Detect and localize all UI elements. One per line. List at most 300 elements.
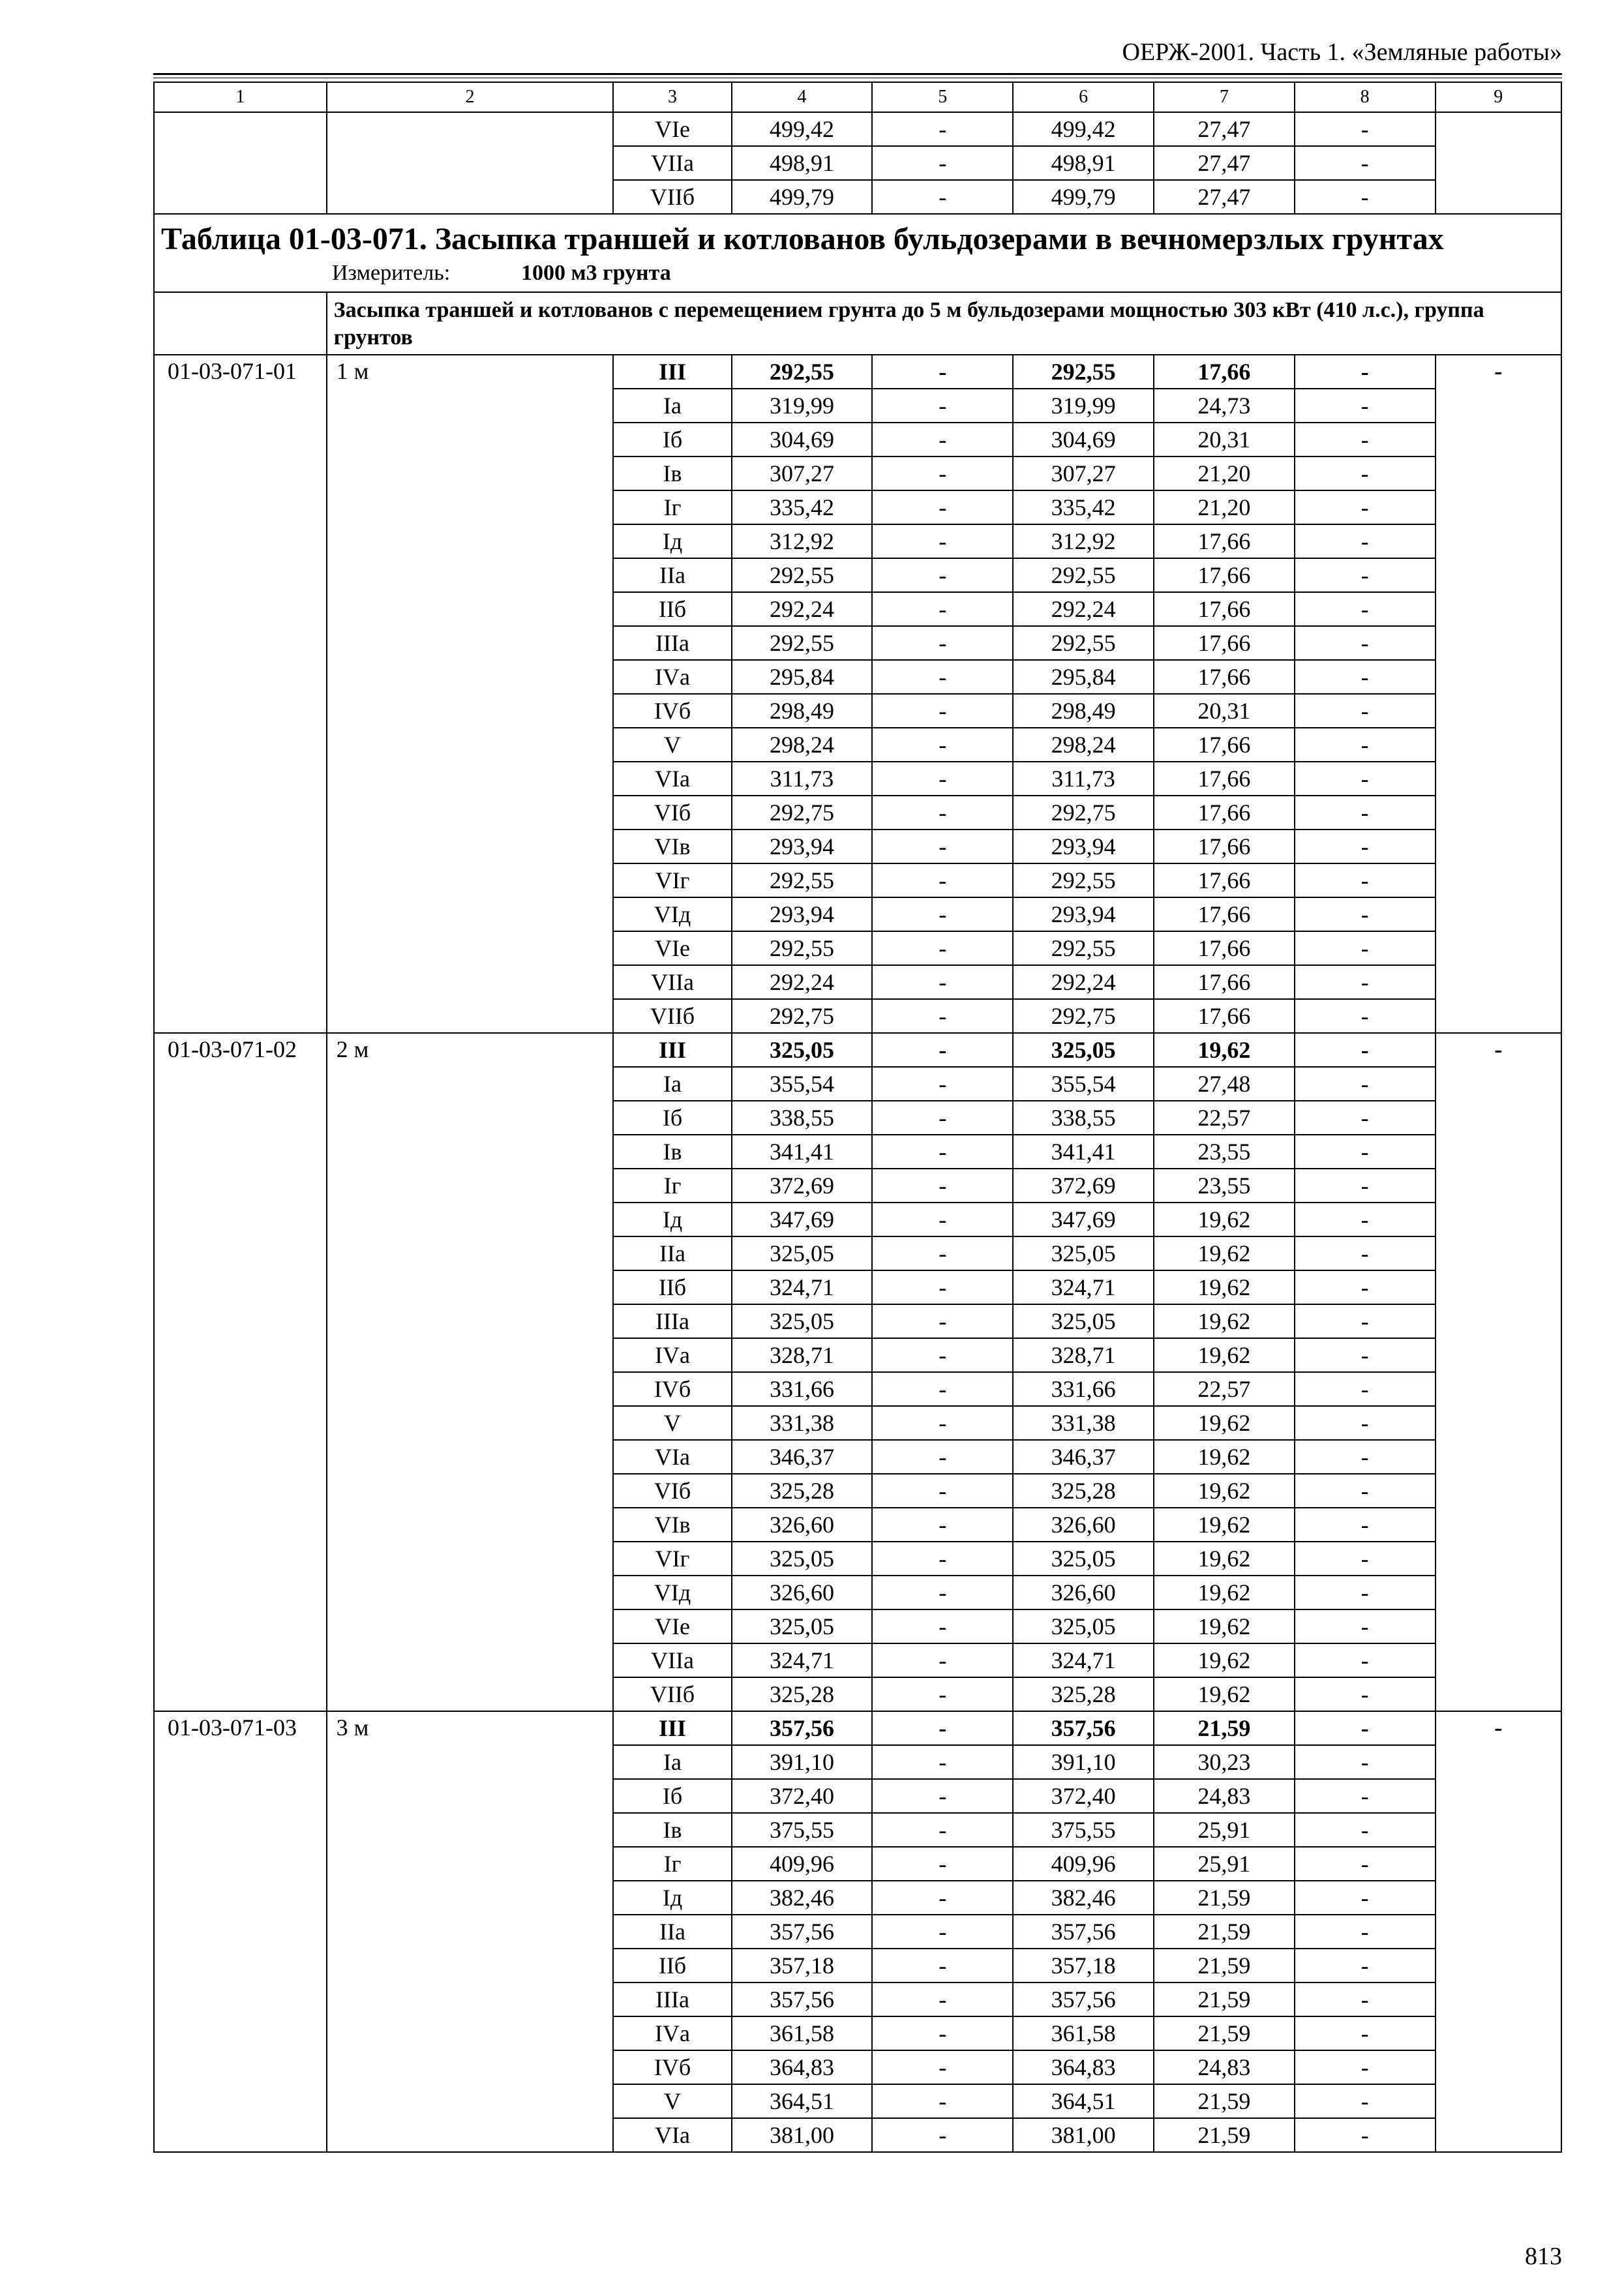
soil-group-cell: Iб: [613, 1101, 731, 1135]
value-cell-c8: -: [1295, 897, 1436, 931]
soil-group-cell: IIIа: [613, 1982, 731, 2016]
value-cell-c4: 341,41: [732, 1135, 873, 1169]
soil-group-cell: IIа: [613, 1915, 731, 1949]
value-cell-c5: -: [872, 2016, 1013, 2050]
column-number: 1: [154, 82, 327, 112]
value-cell-c6: 293,94: [1013, 830, 1154, 863]
soil-group-cell: VIд: [613, 897, 731, 931]
value-cell-c6: 326,60: [1013, 1508, 1154, 1542]
value-cell-c4: 381,00: [732, 2118, 873, 2152]
value-cell-c5: -: [872, 694, 1013, 728]
value-cell-c4: 335,42: [732, 490, 873, 524]
value-cell-c8: -: [1295, 2084, 1436, 2118]
value-cell-c6: 331,38: [1013, 1406, 1154, 1440]
page-number: 813: [1525, 2243, 1562, 2270]
value-cell-c5: -: [872, 728, 1013, 762]
meter-line: [161, 259, 1554, 288]
soil-group-cell: Iг: [613, 1847, 731, 1881]
value-cell-c4: 293,94: [732, 830, 873, 863]
soil-group-cell: VIв: [613, 1508, 731, 1542]
value-cell-c5: -: [872, 1372, 1013, 1406]
value-cell-c8: -: [1295, 490, 1436, 524]
value-cell-c4: 331,66: [732, 1372, 873, 1406]
value-cell-c4: 324,71: [732, 1643, 873, 1677]
value-cell-c7: 22,57: [1154, 1372, 1295, 1406]
value-cell-c5: -: [872, 490, 1013, 524]
description-row: [154, 292, 1561, 355]
value-cell-c6: 325,05: [1013, 1609, 1154, 1643]
value-cell-c8: -: [1295, 2050, 1436, 2084]
value-cell-c4: 357,56: [732, 1915, 873, 1949]
value-cell-c8: -: [1295, 456, 1436, 490]
value-cell-c7: 19,62: [1154, 1270, 1295, 1304]
soil-group-cell: Iб: [613, 1779, 731, 1813]
value-cell-c4: 338,55: [732, 1101, 873, 1135]
value-cell-c5: -: [872, 830, 1013, 863]
value-cell-c6: 357,56: [1013, 1982, 1154, 2016]
soil-group-cell: Iг: [613, 1169, 731, 1203]
value-cell-c4: 292,55: [732, 626, 873, 660]
column-number: 9: [1436, 82, 1561, 112]
header-rule-thick: [153, 73, 1562, 75]
value-cell-c4: 382,46: [732, 1881, 873, 1915]
page-header: ОЕРЖ-2001. Часть 1. «Земляные работы»: [1122, 38, 1562, 66]
value-cell-c6: 324,71: [1013, 1270, 1154, 1304]
soil-group-cell: VIе: [613, 112, 731, 146]
value-cell-c8: -: [1295, 1745, 1436, 1779]
value-cell-c7: 17,66: [1154, 965, 1295, 999]
table-row: [154, 355, 1561, 389]
column-number: 2: [327, 82, 614, 112]
value-cell-c6: 357,56: [1013, 1711, 1154, 1745]
column-number: 7: [1154, 82, 1295, 112]
value-cell-c4: 328,71: [732, 1338, 873, 1372]
value-cell-c7: 27,48: [1154, 1067, 1295, 1101]
rates-table: [153, 82, 1562, 2153]
value-cell-c5: -: [872, 558, 1013, 592]
value-cell-c6: 325,28: [1013, 1677, 1154, 1711]
soil-group-cell: VIб: [613, 1474, 731, 1508]
value-cell-c8: -: [1295, 1101, 1436, 1135]
value-cell-c6: 338,55: [1013, 1101, 1154, 1135]
value-cell-c8: -: [1295, 1304, 1436, 1338]
value-cell-c4: 391,10: [732, 1745, 873, 1779]
soil-group-cell: III: [613, 355, 731, 389]
column-number: 8: [1295, 82, 1436, 112]
value-cell-c5: -: [872, 897, 1013, 931]
value-cell-c8: -: [1295, 1542, 1436, 1576]
value-cell-c5: -: [872, 1236, 1013, 1270]
rate-code: 01-03-071-02: [154, 1033, 327, 1711]
value-cell-c8: -: [1295, 2118, 1436, 2152]
soil-group-cell: VIIа: [613, 965, 731, 999]
value-cell-c4: 292,24: [732, 965, 873, 999]
value-cell-c4: 357,56: [732, 1982, 873, 2016]
value-cell-c7: 20,31: [1154, 694, 1295, 728]
value-cell-c7: 17,66: [1154, 355, 1295, 389]
value-cell-c4: 292,24: [732, 592, 873, 626]
soil-group-cell: IIIа: [613, 626, 731, 660]
value-cell-c5: -: [872, 999, 1013, 1033]
value-cell-c8: -: [1295, 524, 1436, 558]
value-cell-c7: 23,55: [1154, 1135, 1295, 1169]
value-cell-c5: -: [872, 796, 1013, 830]
value-cell-c8: -: [1295, 1949, 1436, 1982]
value-cell-c6: 292,75: [1013, 999, 1154, 1033]
soil-group-cell: VIг: [613, 863, 731, 897]
soil-group-cell: VIIб: [613, 999, 731, 1033]
value-cell-c4: 311,73: [732, 762, 873, 796]
value-cell-c4: 347,69: [732, 1203, 873, 1236]
value-cell-c5: -: [872, 1508, 1013, 1542]
value-cell-c6: 347,69: [1013, 1203, 1154, 1236]
soil-group-cell: Iв: [613, 456, 731, 490]
value-cell-c7: 21,20: [1154, 456, 1295, 490]
value-cell-c8: -: [1295, 728, 1436, 762]
value-cell-c4: 325,05: [732, 1304, 873, 1338]
value-cell-c5: -: [872, 112, 1013, 146]
depth-param: 2 м: [327, 1033, 614, 1711]
value-cell-c4: 292,55: [732, 558, 873, 592]
value-cell-c6: 325,28: [1013, 1474, 1154, 1508]
value-cell-c4: 372,40: [732, 1779, 873, 1813]
value-cell-c6: 307,27: [1013, 456, 1154, 490]
value-cell-c4: 325,05: [732, 1609, 873, 1643]
soil-group-cell: VIе: [613, 931, 731, 965]
value-cell-c6: 311,73: [1013, 762, 1154, 796]
value-cell-c6: 357,18: [1013, 1949, 1154, 1982]
value-cell-c6: 292,55: [1013, 863, 1154, 897]
value-cell-c6: 375,55: [1013, 1813, 1154, 1847]
value-cell-c8: -: [1295, 1203, 1436, 1236]
value-cell-c5: -: [872, 1067, 1013, 1101]
value-cell-c4: 499,42: [732, 112, 873, 146]
rate-code: 01-03-071-01: [154, 355, 327, 1033]
value-cell-c6: 364,83: [1013, 2050, 1154, 2084]
value-cell-c5: -: [872, 524, 1013, 558]
value-cell-c5: -: [872, 1643, 1013, 1677]
soil-group-cell: IVб: [613, 1372, 731, 1406]
value-cell-c6: 391,10: [1013, 1745, 1154, 1779]
value-cell-c4: 304,69: [732, 423, 873, 456]
value-cell-c7: 17,66: [1154, 660, 1295, 694]
value-cell-c8: -: [1295, 1677, 1436, 1711]
value-cell-c8: -: [1295, 355, 1436, 389]
value-cell-c5: -: [872, 1982, 1013, 2016]
value-cell-c6: 325,05: [1013, 1236, 1154, 1270]
soil-group-cell: VIIб: [613, 180, 731, 214]
value-cell-c7: 19,62: [1154, 1508, 1295, 1542]
col9-value: -: [1436, 355, 1561, 1033]
value-cell-c7: 30,23: [1154, 1745, 1295, 1779]
value-cell-c6: 355,54: [1013, 1067, 1154, 1101]
value-cell-c8: -: [1295, 112, 1436, 146]
value-cell-c5: -: [872, 1813, 1013, 1847]
value-cell-c4: 375,55: [732, 1813, 873, 1847]
work-description: Засыпка траншей и котлованов с перемещением грунта до 5 м бульдозерами мощностью 303 кВт (410 л.с.), группа грунтов: [327, 292, 1561, 355]
value-cell-c5: -: [872, 592, 1013, 626]
value-cell-c6: 292,55: [1013, 355, 1154, 389]
value-cell-c7: 17,66: [1154, 830, 1295, 863]
value-cell-c6: 298,49: [1013, 694, 1154, 728]
depth-param: 1 м: [327, 355, 614, 1033]
soil-group-cell: VIе: [613, 1609, 731, 1643]
value-cell-c6: 361,58: [1013, 2016, 1154, 2050]
value-cell-c5: -: [872, 1304, 1013, 1338]
value-cell-c5: -: [872, 1440, 1013, 1474]
value-cell-c8: -: [1295, 146, 1436, 180]
soil-group-cell: Iд: [613, 524, 731, 558]
soil-group-cell: Iб: [613, 423, 731, 456]
value-cell-c4: 372,69: [732, 1169, 873, 1203]
col9-value: -: [1436, 1711, 1561, 2152]
value-cell-c6: 381,00: [1013, 2118, 1154, 2152]
value-cell-c7: 19,62: [1154, 1203, 1295, 1236]
value-cell-c8: -: [1295, 1372, 1436, 1406]
value-cell-c6: 324,71: [1013, 1643, 1154, 1677]
soil-group-cell: V: [613, 1406, 731, 1440]
table-title: Таблица 01-03-071. Засыпка траншей и котлованов бульдозерами в вечномерзлых грунтах: [161, 222, 1444, 256]
value-cell-c8: -: [1295, 423, 1436, 456]
value-cell-c7: 17,66: [1154, 524, 1295, 558]
meter-value: 1000 м3 грунта: [521, 261, 671, 285]
value-cell-c6: 364,51: [1013, 2084, 1154, 2118]
value-cell-c7: 19,62: [1154, 1677, 1295, 1711]
soil-group-cell: IIб: [613, 592, 731, 626]
value-cell-c7: 24,83: [1154, 2050, 1295, 2084]
value-cell-c8: -: [1295, 1236, 1436, 1270]
value-cell-c5: -: [872, 1949, 1013, 1982]
value-cell-c5: -: [872, 423, 1013, 456]
column-number: 6: [1013, 82, 1154, 112]
value-cell-c7: 19,62: [1154, 1033, 1295, 1067]
col9-cell: [1436, 112, 1561, 214]
value-cell-c4: 298,24: [732, 728, 873, 762]
value-cell-c7: 19,62: [1154, 1236, 1295, 1270]
value-cell-c6: 346,37: [1013, 1440, 1154, 1474]
table-row: [154, 1711, 1561, 1745]
soil-group-cell: Iв: [613, 1813, 731, 1847]
value-cell-c4: 307,27: [732, 456, 873, 490]
value-cell-c8: -: [1295, 999, 1436, 1033]
value-cell-c5: -: [872, 355, 1013, 389]
value-cell-c6: 292,55: [1013, 558, 1154, 592]
table-body: [154, 82, 1561, 2152]
soil-group-cell: VIIа: [613, 1643, 731, 1677]
value-cell-c8: -: [1295, 1982, 1436, 2016]
rate-code: 01-03-071-03: [154, 1711, 327, 2152]
column-number: 4: [732, 82, 873, 112]
value-cell-c5: -: [872, 762, 1013, 796]
value-cell-c4: 355,54: [732, 1067, 873, 1101]
value-cell-c4: 357,18: [732, 1949, 873, 1982]
value-cell-c5: -: [872, 1270, 1013, 1304]
soil-group-cell: III: [613, 1711, 731, 1745]
value-cell-c5: -: [872, 1779, 1013, 1813]
value-cell-c7: 22,57: [1154, 1101, 1295, 1135]
value-cell-c8: -: [1295, 2016, 1436, 2050]
value-cell-c7: 21,59: [1154, 2118, 1295, 2152]
value-cell-c7: 17,66: [1154, 592, 1295, 626]
value-cell-c4: 324,71: [732, 1270, 873, 1304]
value-cell-c4: 326,60: [732, 1576, 873, 1609]
value-cell-c5: -: [872, 146, 1013, 180]
value-cell-c8: -: [1295, 1338, 1436, 1372]
value-cell-c7: 19,62: [1154, 1643, 1295, 1677]
value-cell-c6: 298,24: [1013, 728, 1154, 762]
value-cell-c4: 292,55: [732, 355, 873, 389]
value-cell-c5: -: [872, 1169, 1013, 1203]
value-cell-c4: 293,94: [732, 897, 873, 931]
soil-group-cell: V: [613, 2084, 731, 2118]
value-cell-c7: 19,62: [1154, 1440, 1295, 1474]
soil-group-cell: VIа: [613, 2118, 731, 2152]
value-cell-c8: -: [1295, 1813, 1436, 1847]
value-cell-c7: 21,59: [1154, 2084, 1295, 2118]
value-cell-c7: 17,66: [1154, 897, 1295, 931]
soil-group-cell: VIIа: [613, 146, 731, 180]
value-cell-c7: 17,66: [1154, 999, 1295, 1033]
value-cell-c7: 19,62: [1154, 1304, 1295, 1338]
value-cell-c4: 292,75: [732, 999, 873, 1033]
value-cell-c5: -: [872, 1542, 1013, 1576]
value-cell-c5: -: [872, 456, 1013, 490]
soil-group-cell: Iг: [613, 490, 731, 524]
value-cell-c5: -: [872, 1135, 1013, 1169]
value-cell-c6: 325,05: [1013, 1304, 1154, 1338]
value-cell-c8: -: [1295, 1643, 1436, 1677]
value-cell-c8: -: [1295, 592, 1436, 626]
value-cell-c5: -: [872, 2050, 1013, 2084]
value-cell-c4: 292,75: [732, 796, 873, 830]
value-cell-c6: 292,55: [1013, 931, 1154, 965]
soil-group-cell: VIб: [613, 796, 731, 830]
value-cell-c6: 382,46: [1013, 1881, 1154, 1915]
param-cell: [327, 112, 614, 214]
value-cell-c8: -: [1295, 1135, 1436, 1169]
value-cell-c4: 325,05: [732, 1236, 873, 1270]
value-cell-c8: -: [1295, 1711, 1436, 1745]
value-cell-c8: -: [1295, 965, 1436, 999]
value-cell-c4: 364,83: [732, 2050, 873, 2084]
value-cell-c5: -: [872, 1847, 1013, 1881]
value-cell-c5: -: [872, 2118, 1013, 2152]
value-cell-c4: 361,58: [732, 2016, 873, 2050]
value-cell-c4: 331,38: [732, 1406, 873, 1440]
value-cell-c8: -: [1295, 660, 1436, 694]
value-cell-c8: -: [1295, 1779, 1436, 1813]
value-cell-c5: -: [872, 1915, 1013, 1949]
code-cell: [154, 112, 327, 214]
value-cell-c8: -: [1295, 796, 1436, 830]
value-cell-c7: 19,62: [1154, 1338, 1295, 1372]
value-cell-c8: -: [1295, 863, 1436, 897]
value-cell-c6: 304,69: [1013, 423, 1154, 456]
soil-group-cell: IIа: [613, 1236, 731, 1270]
soil-group-cell: IIа: [613, 558, 731, 592]
value-cell-c7: 17,66: [1154, 558, 1295, 592]
value-cell-c4: 312,92: [732, 524, 873, 558]
value-cell-c8: -: [1295, 1508, 1436, 1542]
value-cell-c5: -: [872, 1677, 1013, 1711]
value-cell-c8: -: [1295, 1270, 1436, 1304]
value-cell-c4: 319,99: [732, 389, 873, 423]
value-cell-c7: 25,91: [1154, 1813, 1295, 1847]
soil-group-cell: VIд: [613, 1576, 731, 1609]
value-cell-c6: 372,69: [1013, 1169, 1154, 1203]
value-cell-c4: 325,28: [732, 1677, 873, 1711]
value-cell-c8: -: [1295, 1881, 1436, 1915]
value-cell-c6: 325,05: [1013, 1033, 1154, 1067]
soil-group-cell: V: [613, 728, 731, 762]
column-number: 5: [872, 82, 1013, 112]
value-cell-c8: -: [1295, 558, 1436, 592]
value-cell-c5: -: [872, 389, 1013, 423]
value-cell-c7: 27,47: [1154, 112, 1295, 146]
value-cell-c7: 17,66: [1154, 796, 1295, 830]
table-title-row: [154, 214, 1561, 292]
value-cell-c8: -: [1295, 1847, 1436, 1881]
value-cell-c7: 17,66: [1154, 931, 1295, 965]
value-cell-c7: 21,59: [1154, 1982, 1295, 2016]
value-cell-c7: 21,59: [1154, 2016, 1295, 2050]
value-cell-c5: -: [872, 1338, 1013, 1372]
value-cell-c6: 335,42: [1013, 490, 1154, 524]
value-cell-c6: 341,41: [1013, 1135, 1154, 1169]
value-cell-c7: 17,66: [1154, 863, 1295, 897]
col9-value: -: [1436, 1033, 1561, 1711]
value-cell-c5: -: [872, 1406, 1013, 1440]
value-cell-c7: 24,73: [1154, 389, 1295, 423]
soil-group-cell: VIв: [613, 830, 731, 863]
soil-group-cell: VIа: [613, 762, 731, 796]
depth-param: 3 м: [327, 1711, 614, 2152]
value-cell-c4: 295,84: [732, 660, 873, 694]
value-cell-c5: -: [872, 1033, 1013, 1067]
soil-group-cell: Iд: [613, 1203, 731, 1236]
value-cell-c6: 499,79: [1013, 180, 1154, 214]
value-cell-c4: 298,49: [732, 694, 873, 728]
value-cell-c6: 292,24: [1013, 592, 1154, 626]
value-cell-c7: 19,62: [1154, 1542, 1295, 1576]
value-cell-c8: -: [1295, 1440, 1436, 1474]
value-cell-c8: -: [1295, 180, 1436, 214]
value-cell-c4: 325,05: [732, 1542, 873, 1576]
value-cell-c5: -: [872, 180, 1013, 214]
value-cell-c4: 499,79: [732, 180, 873, 214]
value-cell-c5: -: [872, 863, 1013, 897]
soil-group-cell: Iв: [613, 1135, 731, 1169]
value-cell-c8: -: [1295, 1576, 1436, 1609]
value-cell-c6: 292,55: [1013, 626, 1154, 660]
value-cell-c7: 27,47: [1154, 180, 1295, 214]
soil-group-cell: IIб: [613, 1270, 731, 1304]
value-cell-c7: 20,31: [1154, 423, 1295, 456]
value-cell-c8: -: [1295, 626, 1436, 660]
value-cell-c6: 498,91: [1013, 146, 1154, 180]
value-cell-c6: 292,24: [1013, 965, 1154, 999]
column-number-row: [154, 82, 1561, 112]
value-cell-c8: -: [1295, 1915, 1436, 1949]
value-cell-c7: 23,55: [1154, 1169, 1295, 1203]
value-cell-c8: -: [1295, 1067, 1436, 1101]
soil-group-cell: IIб: [613, 1949, 731, 1982]
value-cell-c6: 499,42: [1013, 112, 1154, 146]
value-cell-c5: -: [872, 626, 1013, 660]
value-cell-c8: -: [1295, 1406, 1436, 1440]
value-cell-c6: 319,99: [1013, 389, 1154, 423]
value-cell-c8: -: [1295, 1609, 1436, 1643]
